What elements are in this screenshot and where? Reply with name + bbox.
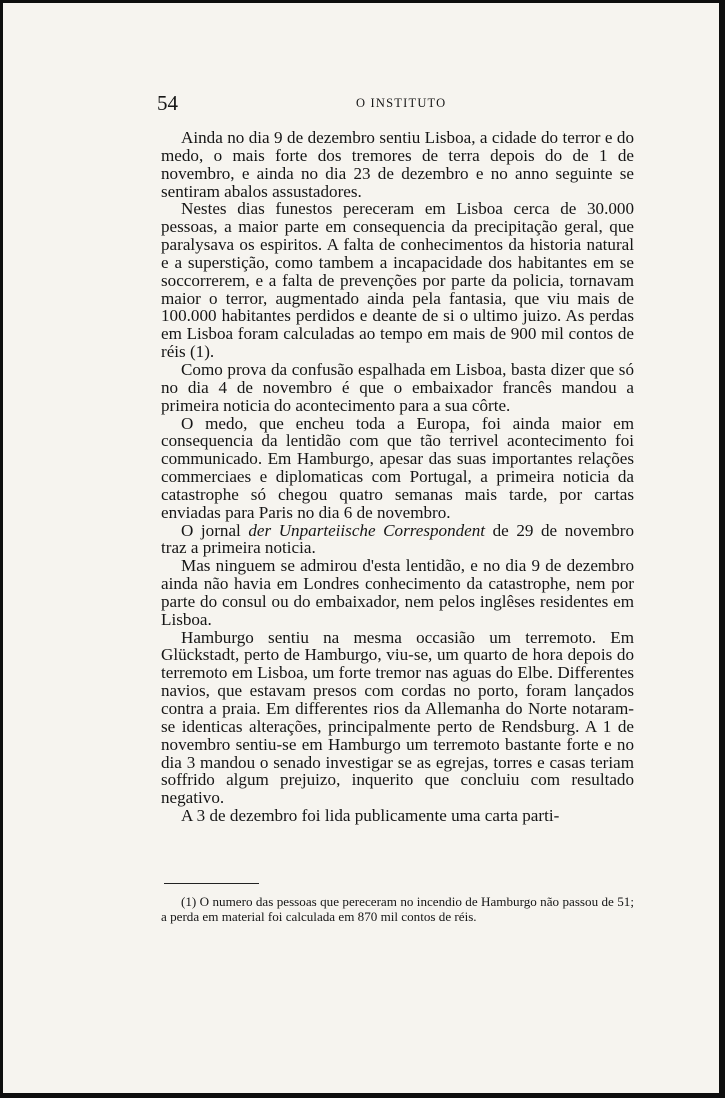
paragraph: Hamburgo sentiu na mesma occasião um terremoto. Em Glückstadt, perto de Hamburgo, viu-se, um quarto de hora depois do terremoto em Lisboa, um forte tremor nas aguas do Elbe. Differentes navios, que estavam presos com cordas no porto, foram lançados contra a praia. Em differentes rios da Allemanha do Norte notaram-se identicas alterações, principalmente perto de Rendsburg. A 1 de novembro sentiu-se em Hamburgo um terremoto bastante forte e no dia 3 mandou o senado investigar se as egrejas, torres e casas teriam soffrido algum prejuizo, inquerito que concluiu com resultado negativo. [161, 627, 634, 808]
book-page [3, 3, 719, 1093]
paragraph-text: de 29 de novembro traz a primeira noticia. [161, 520, 635, 558]
newspaper-title: der Unparteiische Correspondent [248, 520, 486, 540]
paragraph: O medo, que encheu toda a Europa, foi ainda maior em consequencia da lentidão com que tão terrivel acontecimento foi communicado. Em Hamburgo, apesar das suas importantes relações commerciaes e diplomaticas com Portugal, a primeira noticia da catastrophe só chegou quatro semanas mais tarde, por cartas enviadas para Paris no dia 6 de novembro. [161, 413, 634, 522]
paragraph-text: O jornal [181, 520, 249, 540]
footnote-text: (1) O numero das pessoas que pereceram no incendio de Hamburgo não passou de 51; a perda em material foi calculada em 870 mil contos de réis. [161, 894, 634, 925]
body-text [161, 129, 634, 825]
page-number: 54 [157, 91, 178, 115]
footnote [161, 894, 634, 924]
page-header [3, 91, 719, 115]
paragraph [161, 522, 634, 558]
paragraph: Nestes dias funestos pereceram em Lisboa cerca de 30.000 pessoas, a maior parte em consequencia da precipitação geral, que paralysava os espiritos. A falta de conhecimentos da historia natural e a superstição, como tambem a incapacidade dos habitantes em se soccorrerem, e a falta de prevenções por parte da policia, tornavam maior o terror, augmentado ainda pela fantasia, que viu mais de 100.000 habitantes perdidos e deante de si o ultimo juizo. As perdas em Lisboa foram calculadas ao tempo em mais de 900 mil contos de réis (1). [161, 199, 634, 362]
footnote-rule [164, 883, 259, 884]
paragraph: Como prova da confusão espalhada em Lisboa, basta dizer que só no dia 4 de novembro é que o embaixador francês mandou a primeira noticia do acontecimento para a sua côrte. [161, 359, 634, 415]
paragraph: A 3 de dezembro foi lida publicamente uma carta parti- [181, 806, 560, 826]
paragraph: Mas ninguem se admirou d'esta lentidão, e no dia 9 de dezembro ainda não havia em Londres conhecimento da catastrophe, nem por parte do consul ou do embaixador, nem pelos inglêses residentes em Lisboa. [161, 556, 634, 629]
running-title: O INSTITUTO [356, 96, 447, 110]
paragraph: Ainda no dia 9 de dezembro sentiu Lisboa, a cidade do terror e do medo, o mais forte dos tremores de terra depois do de 1 de novembro, e ainda no dia 23 de dezembro e no anno seguinte se sentiram abalos assustadores. [161, 128, 634, 201]
